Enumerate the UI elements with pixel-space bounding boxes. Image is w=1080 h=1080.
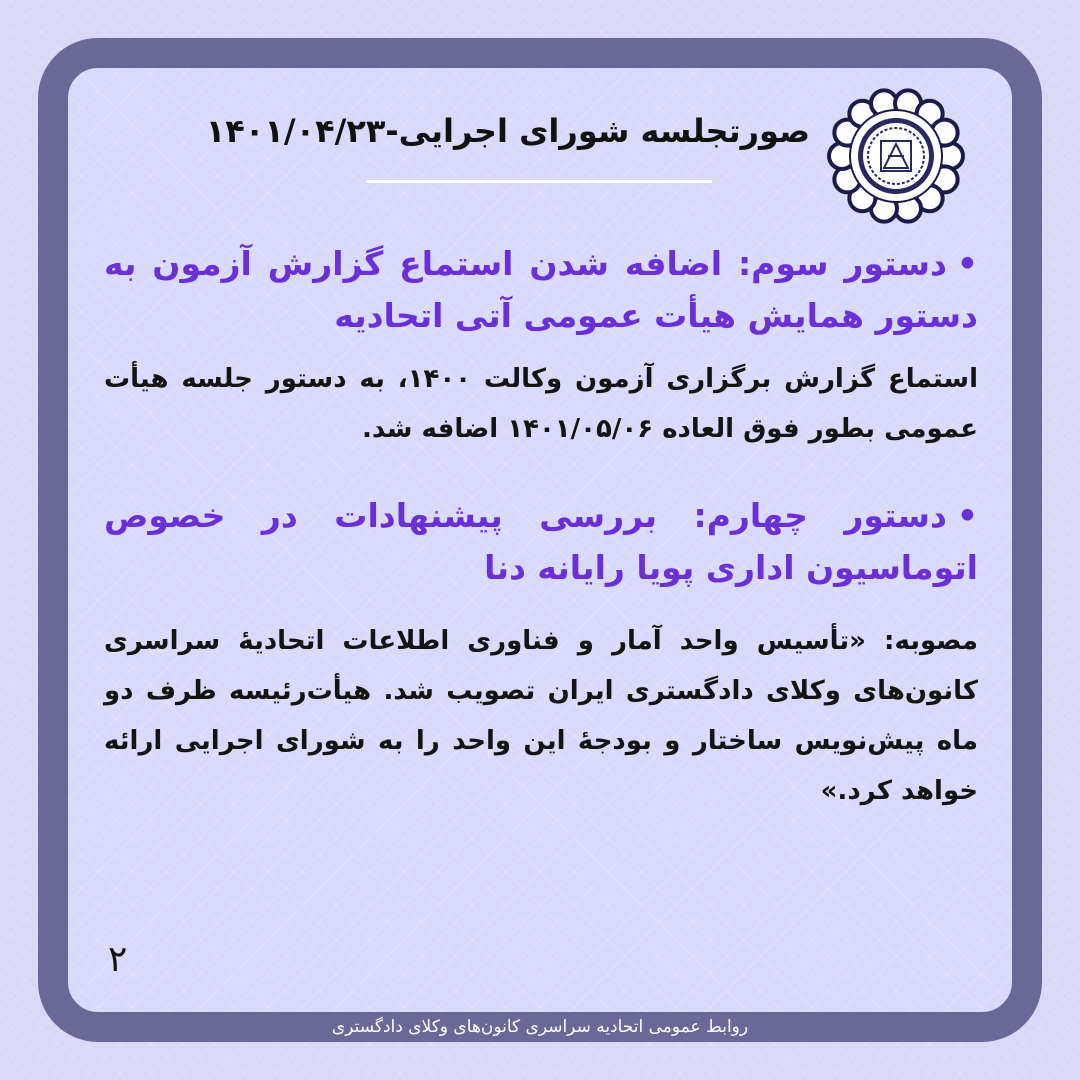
agenda-item-heading [104,238,978,342]
bullet-icon: • [956,496,978,535]
bullet-icon: • [956,244,978,283]
agenda-item-heading-text: دستور چهارم: بررسی پیشنهادات در خصوص اتوماسیون اداری پویا رایانه دنا [104,496,978,587]
agenda-item-4 [104,490,978,816]
agenda-item-3 [104,238,978,454]
page-title: صورتجلسه شورای اجرایی-۱۴۰۱/۰۴/۲۳ [205,112,810,150]
agenda-item-heading-text: دستور سوم: اضافه شدن استماع گزارش آزمون به دستور همایش هیأت عمومی آتی اتحادیه [104,244,978,335]
bar-association-emblem-icon [826,86,966,226]
agenda-item-heading [104,490,978,594]
resolution-text: مصوبه: «تأسیس واحد آمار و فناوری اطلاعات اتحادیهٔ سراسری کانون‌های وکلای دادگستری ایران تصویب شد. هیأت‌رئیسه ظرف دو ماه پیش‌نویس ساختار و بودجهٔ این واحد را به شورای اجرایی ارائه خواهد کرد.» [104,626,978,806]
agenda-item-body: استماع گزارش برگزاری آزمون وکالت ۱۴۰۰، به دستور جلسه هیأت عمومی بطور فوق العاده ۱۴۰۱/۰۵/۰۶ اضافه شد. [104,364,978,444]
title-divider [366,180,712,183]
page-number: ۲ [108,939,128,980]
footer-credit: روابط عمومی اتحادیه سراسری کانون‌های وکلای دادگستری [331,1017,749,1037]
